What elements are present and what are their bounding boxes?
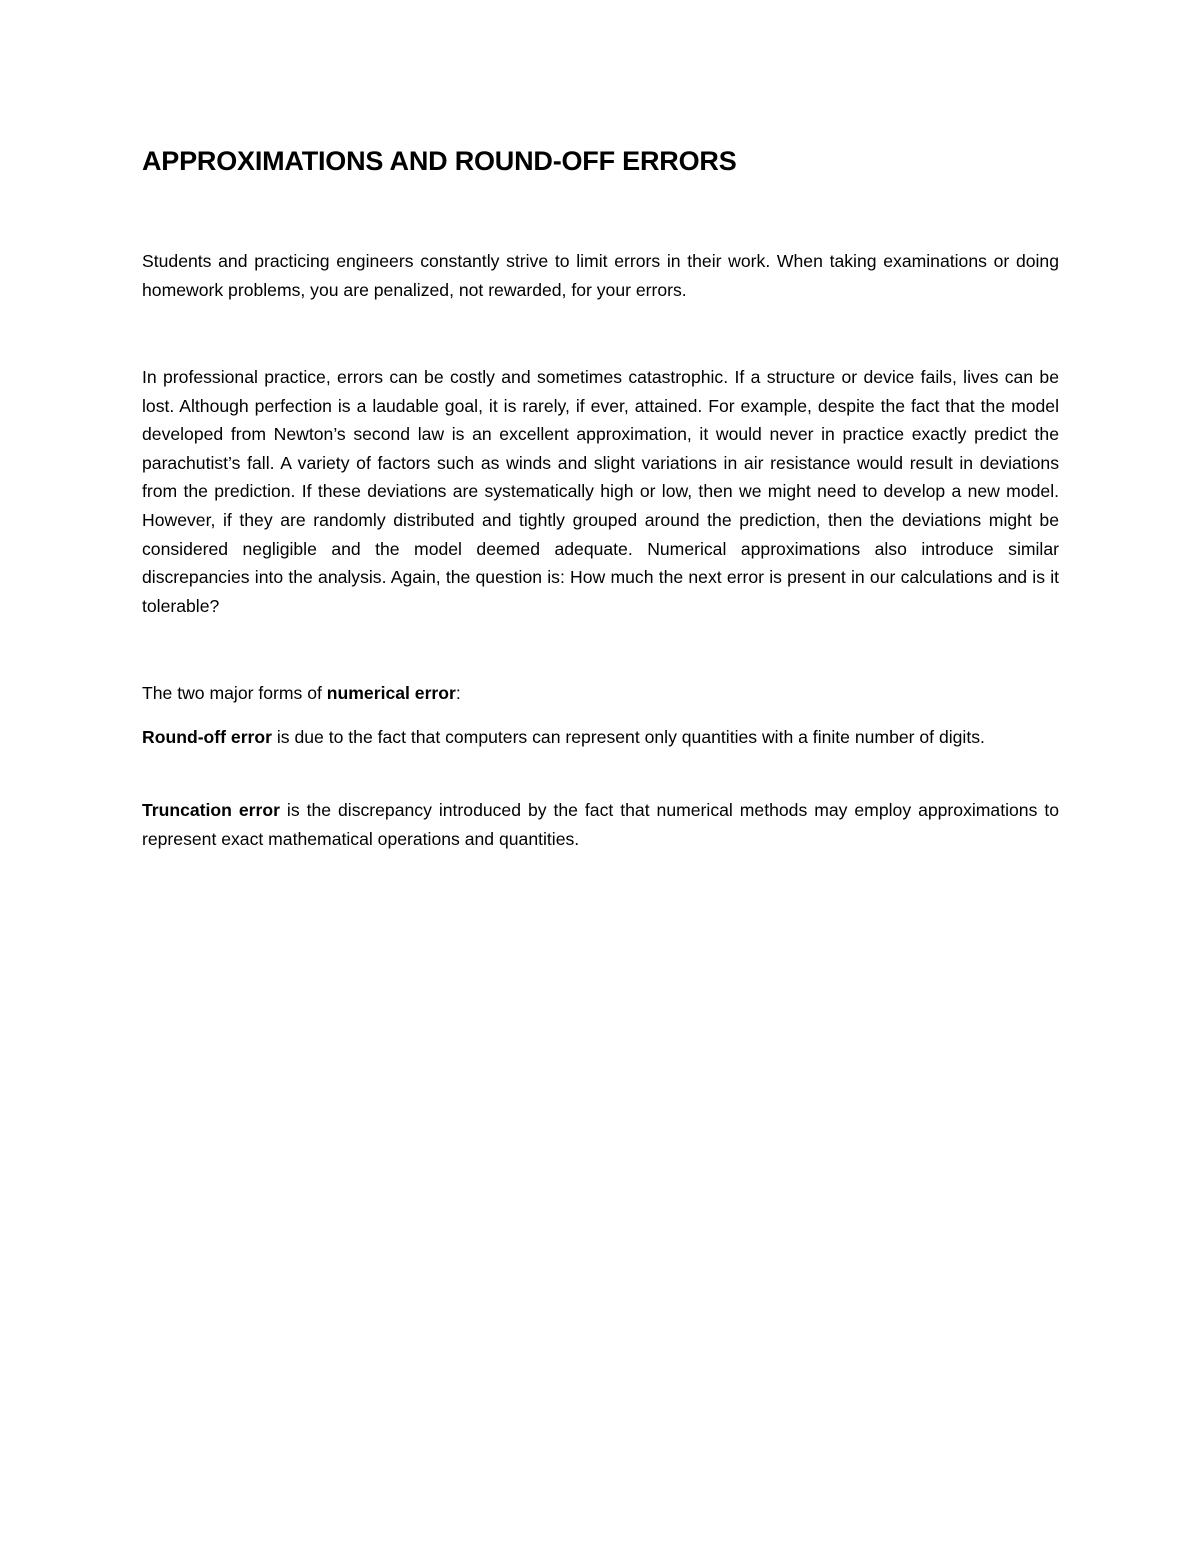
round-off-error-term: Round-off error xyxy=(142,727,272,747)
truncation-error-term: Truncation error xyxy=(142,800,280,820)
paragraph-truncation-error xyxy=(142,796,1059,853)
round-off-error-definition: is due to the fact that computers can represent only quantities with a finite number of digits. xyxy=(271,727,985,747)
forms-intro-prefix: The two major forms of xyxy=(142,683,327,703)
document-title: APPROXIMATIONS AND ROUND-OFF ERRORS xyxy=(142,146,737,176)
paragraph-students: Students and practicing engineers constantly strive to limit errors in their work. When taking examinations or doing homework problems, you are penalized, not rewarded, for your errors. xyxy=(142,251,1059,300)
paragraph-forms-intro xyxy=(142,679,1059,708)
truncation-error-definition: is the discrepancy introduced by the fact that numerical methods may employ approximations to represent exact mathematical operations and quantities. xyxy=(142,800,1060,849)
forms-intro-suffix: : xyxy=(455,683,461,703)
paragraph-round-off-error xyxy=(142,723,1059,752)
paragraph-professional-practice: In professional practice, errors can be costly and sometimes catastrophic. If a structure or device fails, lives can be lost. Although perfection is a laudable goal, it is rarely, if ever, attained. For example, despite the fact that the model developed from Newton’s second law is an excellent approximation, it would never in practice exactly predict the parachutist’s fall. A variety of factors such as winds and slight variations in air resistance would result in deviations from the prediction. If these deviations are systematically high or low, then we might need to develop a new model. However, if they are randomly distributed and tightly grouped around the prediction, then the deviations might be considered negligible and the model deemed adequate. Numerical approximations also introduce similar discrepancies into the analysis. Again, the question is: How much the next error is present in our calculations and is it tolerable? xyxy=(142,367,1059,616)
numerical-error-term: numerical error xyxy=(326,683,456,703)
